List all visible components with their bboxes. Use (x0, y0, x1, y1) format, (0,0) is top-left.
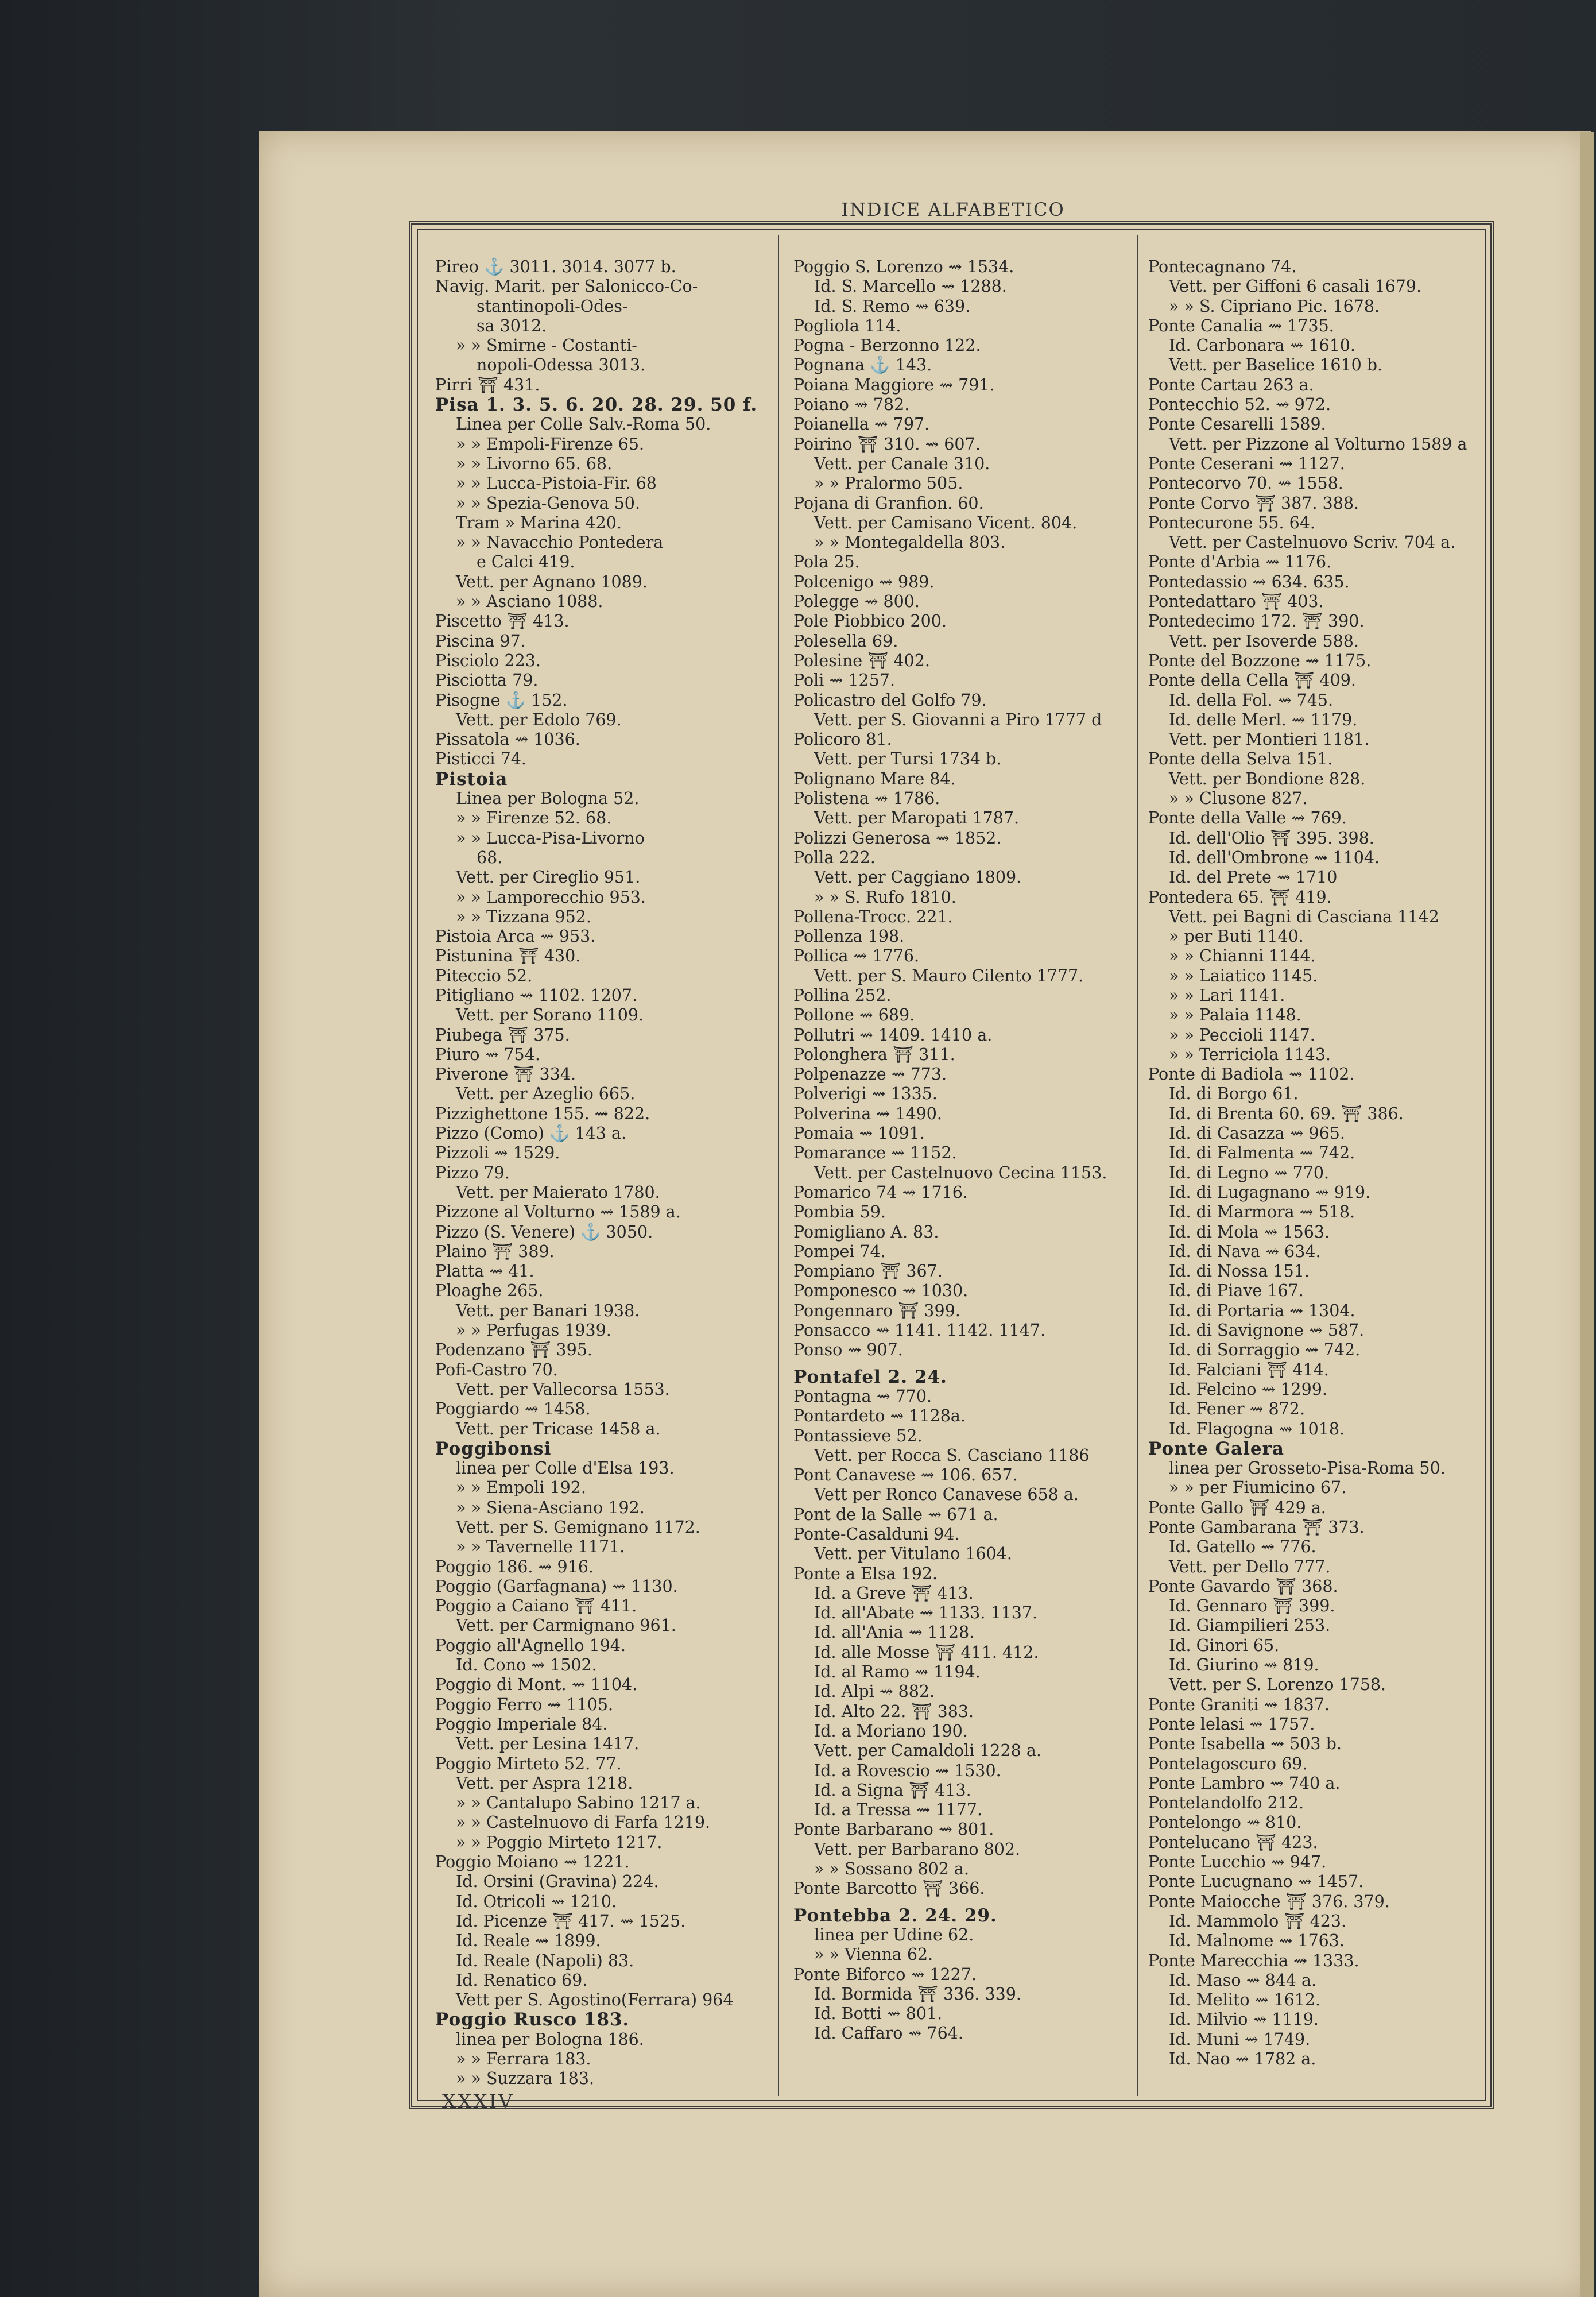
index-entry: Pizzo (S. Venere) ⚓ 3050. (435, 1222, 653, 1242)
index-entry: Pont Canavese ⇝ 106. 657. (793, 1465, 1018, 1485)
index-entry: Polverigi ⇝ 1335. (793, 1084, 938, 1104)
index-entry: Polegge ⇝ 800. (793, 592, 920, 612)
index-entry: Linea per Bologna 52. (456, 789, 640, 809)
index-entry: Pisticci 74. (435, 749, 526, 769)
index-entry: Pomponesco ⇝ 1030. (793, 1281, 969, 1301)
index-entry: Polizzi Generosa ⇝ 1852. (793, 828, 1002, 848)
index-entry: Id. Maso ⇝ 844 a. (1169, 1970, 1317, 1990)
index-entry: Poggio a Caiano ⛩ 411. (435, 1596, 637, 1616)
index-entry: Pissatola ⇝ 1036. (435, 730, 580, 749)
index-entry: Polcenigo ⇝ 989. (793, 572, 935, 591)
index-entry: Pitigliano ⇝ 1102. 1207. (435, 985, 638, 1005)
index-heading: Pistoia (435, 768, 508, 790)
index-entry: Id. Renatico 69. (456, 1970, 588, 1990)
index-entry: Policoro 81. (793, 730, 892, 749)
index-entry: Poggio S. Lorenzo ⇝ 1534. (793, 257, 1014, 276)
index-entry: Vett. per Dello 777. (1169, 1557, 1331, 1576)
index-entry: Pomarance ⇝ 1152. (793, 1143, 957, 1163)
index-entry: Poggiardo ⇝ 1458. (435, 1399, 591, 1419)
index-entry: Pirri ⛩ 431. (435, 375, 540, 395)
index-entry: linea per Udine 62. (814, 1925, 974, 1944)
index-entry: Id. di Mola ⇝ 1563. (1169, 1222, 1330, 1242)
index-entry: » » Cantalupo Sabino 1217 a. (456, 1793, 701, 1813)
index-entry: Vett per Ronco Canavese 658 a. (814, 1485, 1079, 1505)
index-entry: » » S. Rufo 1810. (814, 887, 956, 907)
index-entry: Ponte a Elsa 192. (793, 1564, 938, 1583)
index-entry: Ponsacco ⇝ 1141. 1142. 1147. (793, 1321, 1046, 1340)
index-entry: Id. Cono ⇝ 1502. (456, 1656, 597, 1675)
index-entry: Pognana ⚓ 143. (793, 355, 932, 375)
index-entry: » » Empoli-Firenze 65. (456, 434, 645, 454)
index-entry: Ponte della Selva 151. (1148, 749, 1333, 769)
index-entry: Poggio (Garfagnana) ⇝ 1130. (435, 1576, 678, 1596)
index-entry: » » Suzzara 183. (456, 2069, 595, 2089)
index-entry: Piscetto ⛩ 413. (435, 612, 570, 631)
index-entry: Vett. per Tursi 1734 b. (814, 749, 1002, 769)
index-entry: Id. Milvio ⇝ 1119. (1169, 2010, 1319, 2029)
index-entry: linea per Bologna 186. (456, 2029, 644, 2049)
index-entry: Pomarico 74 ⇝ 1716. (793, 1182, 968, 1202)
index-entry: Ponte Gavardo ⛩ 368. (1148, 1576, 1338, 1596)
index-entry: Id. Alto 22. ⛩ 383. (814, 1702, 974, 1721)
index-entry: Id. del Prete ⇝ 1710 (1169, 868, 1338, 887)
index-entry: » » Lamporecchio 953. (456, 887, 646, 907)
index-entry: Piteccio 52. (435, 966, 533, 985)
index-entry: » » S. Cipriano Pic. 1678. (1169, 296, 1380, 316)
index-entry: 68. (477, 848, 503, 867)
index-entry: » » Pralormo 505. (814, 474, 963, 493)
index-entry: Id. Mammolo ⛩ 423. (1169, 1911, 1347, 1931)
index-entry: Id. S. Marcello ⇝ 1288. (814, 277, 1007, 296)
index-entry: » » Firenze 52. 68. (456, 809, 612, 828)
index-entry: Pongennaro ⛩ 399. (793, 1301, 960, 1320)
index-entry: Id. Ginori 65. (1169, 1635, 1280, 1655)
index-entry: Platta ⇝ 41. (435, 1262, 534, 1281)
index-entry: Pojana di Granfion. 60. (793, 493, 984, 513)
index-heading: Poggio Rusco 183. (435, 2009, 630, 2031)
index-entry: sa 3012. (477, 316, 547, 335)
index-entry: Pontecurone 55. 64. (1148, 513, 1315, 532)
index-entry: Poiana Maggiore ⇝ 791. (793, 375, 995, 395)
index-entry: » » Castelnuovo di Farfa 1219. (456, 1813, 711, 1832)
index-entry: Ponte Canalia ⇝ 1735. (1148, 316, 1334, 335)
index-entry: Pizzighettone 155. ⇝ 822. (435, 1104, 650, 1123)
index-entry: Id. Falciani ⛩ 414. (1169, 1360, 1329, 1379)
index-entry: Pollutri ⇝ 1409. 1410 a. (793, 1025, 993, 1045)
index-entry: Vett. per Isoverde 588. (1169, 631, 1359, 651)
index-entry: Navig. Marit. per Salonicco-Co- (435, 277, 698, 296)
index-entry: Id. Melito ⇝ 1612. (1169, 1990, 1321, 2010)
index-entry: Polistena ⇝ 1786. (793, 789, 940, 809)
index-entry: Piscina 97. (435, 631, 526, 651)
index-entry: Id. Fener ⇝ 872. (1169, 1399, 1306, 1419)
index-entry: Ponte Ceserani ⇝ 1127. (1148, 454, 1345, 473)
index-entry: Pollina 252. (793, 985, 892, 1005)
index-entry: » » Palaia 1148. (1169, 1006, 1301, 1025)
index-entry: » » Tizzana 952. (456, 907, 592, 926)
index-entry: Pontedera 65. ⛩ 419. (1148, 887, 1332, 907)
index-entry: Pisciotta 79. (435, 671, 539, 690)
index-entry: Pomigliano A. 83. (793, 1222, 939, 1242)
index-entry: Id. all'Ania ⇝ 1128. (814, 1623, 975, 1642)
index-entry: Id. alle Mosse ⛩ 411. 412. (814, 1642, 1039, 1662)
index-entry: nopoli-Odessa 3013. (477, 355, 646, 375)
index-entry: » » Chianni 1144. (1169, 946, 1316, 966)
index-entry: Id. Alpi ⇝ 882. (814, 1682, 935, 1702)
index-entry: » per Buti 1140. (1169, 927, 1304, 946)
index-entry: Ponso ⇝ 907. (793, 1340, 903, 1360)
index-entry: Vett. per Giffoni 6 casali 1679. (1169, 277, 1422, 296)
index-entry: Poianella ⇝ 797. (793, 415, 930, 434)
index-entry: Id. a Signa ⛩ 413. (814, 1780, 971, 1800)
index-entry: Id. a Tressa ⇝ 1177. (814, 1800, 983, 1820)
index-entry: Polonghera ⛩ 311. (793, 1045, 955, 1064)
index-entry: Vett. per Maropati 1787. (814, 809, 1020, 828)
index-entry: Pistoia Arca ⇝ 953. (435, 927, 596, 946)
index-entry: Vett. per Banari 1938. (456, 1301, 640, 1320)
index-entry: Id. Giurino ⇝ 819. (1169, 1656, 1319, 1675)
index-entry: Poggio Imperiale 84. (435, 1714, 608, 1734)
index-entry: Ponte lelasi ⇝ 1757. (1148, 1714, 1315, 1734)
index-entry: Id. di Falmenta ⇝ 742. (1169, 1143, 1355, 1163)
index-entry: Vett. per Camaldoli 1228 a. (814, 1741, 1041, 1761)
index-entry: Pole Piobbico 200. (793, 612, 947, 631)
index-entry: Pompei 74. (793, 1242, 886, 1261)
index-entry: » » Lucca-Pisa-Livorno (456, 828, 645, 848)
index-entry: Ponte Biforco ⇝ 1227. (793, 1965, 977, 1984)
index-entry: Piuro ⇝ 754. (435, 1045, 540, 1064)
index-entry: Ponte di Badiola ⇝ 1102. (1148, 1065, 1355, 1084)
index-entry: Pizzone al Volturno ⇝ 1589 a. (435, 1202, 681, 1222)
index-entry: Ponte Lambro ⇝ 740 a. (1148, 1773, 1341, 1793)
index-entry: Piverone ⛩ 334. (435, 1065, 576, 1084)
index-entry: Pollenza 198. (793, 927, 905, 946)
index-entry: Id. Giampilieri 253. (1169, 1616, 1331, 1635)
index-entry: Vett. per Agnano 1089. (456, 572, 648, 591)
column-divider (778, 235, 779, 2096)
index-entry: Poggio Ferro ⇝ 1105. (435, 1695, 614, 1714)
index-entry: Id. Carbonara ⇝ 1610. (1169, 336, 1355, 355)
index-entry: linea per Colle d'Elsa 193. (456, 1459, 675, 1478)
index-entry: Vett. per Maierato 1780. (456, 1182, 660, 1202)
index-entry: Pogliola 114. (793, 316, 901, 335)
index-entry: » » Asciano 1088. (456, 592, 603, 612)
index-entry: Pollica ⇝ 1776. (793, 946, 920, 966)
index-entry: Polverina ⇝ 1490. (793, 1104, 942, 1123)
index-entry: Id. Picenze ⛩ 417. ⇝ 1525. (456, 1911, 686, 1931)
index-entry: Vett. per Edolo 769. (456, 710, 622, 729)
index-entry: Id. dell'Olio ⛩ 395. 398. (1169, 828, 1374, 848)
index-entry: » » Tavernelle 1171. (456, 1537, 625, 1557)
index-entry: Pombia 59. (793, 1202, 886, 1222)
index-entry: Ponte-Casalduni 94. (793, 1525, 960, 1544)
index-entry: Ponte Barcotto ⛩ 366. (793, 1879, 985, 1898)
index-entry: Ponte Barbarano ⇝ 801. (793, 1820, 994, 1839)
index-entry: Pontassieve 52. (793, 1426, 923, 1445)
index-entry: Poggio 186. ⇝ 916. (435, 1557, 594, 1576)
index-entry: Pontedecimo 172. ⛩ 390. (1148, 612, 1365, 631)
page-edge (1580, 132, 1594, 2297)
index-entry: Pireo ⚓ 3011. 3014. 3077 b. (435, 257, 676, 276)
index-entry: Id. di Nossa 151. (1169, 1262, 1310, 1281)
index-entry: » » Clusone 827. (1169, 789, 1308, 809)
index-heading: Pontebba 2. 24. 29. (793, 1905, 997, 1926)
index-heading: Pisa 1. 3. 5. 6. 20. 28. 29. 50 f. (435, 395, 758, 416)
index-entry: Poggio Mirteto 52. 77. (435, 1754, 622, 1773)
index-entry: Id. di Piave 167. (1169, 1281, 1304, 1301)
index-entry: » » Vienna 62. (814, 1945, 933, 1965)
index-heading: Pontafel 2. 24. (793, 1366, 947, 1387)
index-entry: Poiano ⇝ 782. (793, 395, 910, 415)
index-entry: » » Perfugas 1939. (456, 1321, 611, 1340)
index-entry: Pomaia ⇝ 1091. (793, 1124, 925, 1143)
index-entry: Pistunina ⛩ 430. (435, 946, 581, 966)
index-entry: Pompiano ⛩ 367. (793, 1262, 943, 1281)
index-entry: Id. Gatello ⇝ 776. (1169, 1537, 1316, 1557)
index-entry: » » Ferrara 183. (456, 2049, 591, 2069)
index-entry: » » Smirne - Costanti- (456, 336, 637, 355)
index-entry: Vett. per Barbarano 802. (814, 1839, 1021, 1859)
index-heading: Poggibonsi (435, 1438, 552, 1459)
index-entry: linea per Grosseto-Pisa-Roma 50. (1169, 1459, 1446, 1478)
index-entry: Id. della Fol. ⇝ 745. (1169, 690, 1334, 710)
index-entry: Linea per Colle Salv.-Roma 50. (456, 415, 711, 434)
index-entry: Pisogne ⚓ 152. (435, 690, 568, 710)
index-entry: Id. Botti ⇝ 801. (814, 2004, 943, 2024)
index-entry: Id. a Rovescio ⇝ 1530. (814, 1761, 1001, 1780)
index-entry: Id. di Brenta 60. 69. ⛩ 386. (1169, 1104, 1404, 1123)
index-entry: » » Navacchio Pontedera (456, 533, 664, 552)
index-entry: Vett. per Rocca S. Casciano 1186 (814, 1445, 1090, 1465)
index-entry: Vett. pei Bagni di Casciana 1142 (1169, 907, 1439, 926)
index-entry: Polesella 69. (793, 631, 898, 651)
index-entry: Ponte della Valle ⇝ 769. (1148, 809, 1347, 828)
index-entry: Vett. per S. Giovanni a Piro 1777 d (814, 710, 1102, 729)
index-entry: Pogna - Berzonno 122. (793, 336, 981, 355)
index-entry: Id. Caffaro ⇝ 764. (814, 2024, 963, 2043)
index-entry: Id. Malnome ⇝ 1763. (1169, 1931, 1345, 1951)
index-entry: Ponte Lucchio ⇝ 947. (1148, 1853, 1327, 1872)
index-entry: » » Livorno 65. 68. (456, 454, 613, 473)
index-entry: Ploaghe 265. (435, 1281, 544, 1301)
index-entry: Pizzo 79. (435, 1163, 510, 1182)
index-entry: » » Lari 1141. (1169, 985, 1285, 1005)
index-entry: Ponte Marecchia ⇝ 1333. (1148, 1951, 1359, 1970)
index-entry: Ponte Maiocche ⛩ 376. 379. (1148, 1892, 1390, 1911)
index-entry: » » Siena-Asciano 192. (456, 1498, 645, 1517)
index-entry: Ponte Graniti ⇝ 1837. (1148, 1695, 1330, 1714)
index-entry: Ponte Isabella ⇝ 503 b. (1148, 1734, 1342, 1754)
page-number: XXXIV (442, 2090, 514, 2113)
index-entry: Pontelucano ⛩ 423. (1148, 1832, 1318, 1852)
index-entry: » » Peccioli 1147. (1169, 1025, 1315, 1045)
index-entry: Vett. per Canale 310. (814, 454, 990, 473)
index-entry: Id. di Lugagnano ⇝ 919. (1169, 1182, 1371, 1202)
index-entry: » » Empoli 192. (456, 1478, 586, 1498)
index-entry: Id. Felcino ⇝ 1299. (1169, 1379, 1327, 1399)
index-entry: Id. Orsini (Gravina) 224. (456, 1872, 659, 1892)
index-entry: Vett. per Caggiano 1809. (814, 868, 1022, 887)
index-entry: Vett. per S. Gemignano 1172. (456, 1518, 700, 1537)
index-entry: Id. di Nava ⇝ 634. (1169, 1242, 1321, 1261)
index-entry: » » per Fiumicino 67. (1169, 1478, 1347, 1498)
index-entry: Podenzano ⛩ 395. (435, 1340, 592, 1360)
index-entry: Vett. per Azeglio 665. (456, 1084, 636, 1104)
index-entry: Vett. per Cireglio 951. (456, 868, 641, 887)
index-entry: Pontedattaro ⛩ 403. (1148, 592, 1324, 612)
index-entry: Poggio di Mont. ⇝ 1104. (435, 1675, 638, 1695)
index-entry: Id. S. Remo ⇝ 639. (814, 296, 971, 316)
index-entry: Pontecorvo 70. ⇝ 1558. (1148, 474, 1343, 493)
index-entry: Id. Reale (Napoli) 83. (456, 1951, 634, 1970)
index-entry: Id. di Legno ⇝ 770. (1169, 1163, 1330, 1182)
index-entry: » » Poggio Mirteto 1217. (456, 1832, 663, 1852)
index-entry: Ponte Gambarana ⛩ 373. (1148, 1518, 1365, 1537)
running-head: INDICE ALFABETICO (841, 199, 1065, 221)
index-entry: » » Montegaldella 803. (814, 533, 1006, 552)
index-entry: Id. di Borgo 61. (1169, 1084, 1299, 1104)
index-entry: » » Laiatico 1145. (1169, 966, 1318, 985)
index-entry: Piubega ⛩ 375. (435, 1025, 570, 1045)
index-entry: Ponte Gallo ⛩ 429 a. (1148, 1498, 1326, 1517)
index-column-1 (435, 257, 762, 2089)
index-entry: Vett. per Pizzone al Volturno 1589 a (1169, 434, 1467, 454)
index-column-2 (793, 257, 1138, 2072)
index-entry: Id. a Moriano 190. (814, 1721, 968, 1741)
index-entry: Vett. per Baselice 1610 b. (1169, 355, 1383, 375)
index-entry: Ponte Cartau 263 a. (1148, 375, 1314, 395)
index-entry: Id. a Greve ⛩ 413. (814, 1583, 974, 1603)
index-entry: Plaino ⛩ 389. (435, 1242, 555, 1261)
index-entry: Id. al Ramo ⇝ 1194. (814, 1662, 981, 1682)
index-entry: e Calci 419. (477, 552, 575, 572)
index-entry: Poggio all'Agnello 194. (435, 1635, 626, 1655)
index-entry: Vett. per Vallecorsa 1553. (456, 1379, 670, 1399)
index-entry: Pizzo (Como) ⚓ 143 a. (435, 1124, 627, 1143)
index-entry: Pontardeto ⇝ 1128a. (793, 1406, 966, 1426)
index-entry: Id. all'Abate ⇝ 1133. 1137. (814, 1603, 1038, 1623)
index-entry: Pontelongo ⇝ 810. (1148, 1813, 1302, 1832)
index-entry: Vett. per S. Lorenzo 1758. (1169, 1675, 1386, 1695)
index-entry: Pontecagnano 74. (1148, 257, 1297, 276)
index-entry: Pola 25. (793, 552, 860, 572)
index-entry: Tram » Marina 420. (456, 513, 622, 532)
index-entry: Polignano Mare 84. (793, 769, 956, 788)
index-entry: Id. Flagogna ⇝ 1018. (1169, 1419, 1345, 1438)
index-entry: Id. Otricoli ⇝ 1210. (456, 1892, 617, 1911)
index-entry: Vett. per Lesina 1417. (456, 1734, 640, 1754)
index-entry: Poirino ⛩ 310. ⇝ 607. (793, 434, 981, 454)
index-entry: Ponte del Bozzone ⇝ 1175. (1148, 651, 1372, 670)
index-entry: Poggio Moiano ⇝ 1221. (435, 1853, 630, 1872)
index-entry: Ponte Lucugnano ⇝ 1457. (1148, 1872, 1364, 1892)
index-entry: stantinopoli-Odes- (477, 296, 628, 316)
index-entry: Pontelandolfo 212. (1148, 1793, 1304, 1813)
index-entry: Vett. per Vitulano 1604. (814, 1544, 1012, 1564)
index-entry: Id. di Marmora ⇝ 518. (1169, 1202, 1355, 1222)
index-entry: Polla 222. (793, 848, 876, 867)
index-entry: » » Terriciola 1143. (1169, 1045, 1331, 1064)
index-entry: Poli ⇝ 1257. (793, 671, 895, 690)
index-entry: Id. delle Merl. ⇝ 1179. (1169, 710, 1358, 729)
index-entry: Pollone ⇝ 689. (793, 1006, 915, 1025)
index-entry: Id. di Portaria ⇝ 1304. (1169, 1301, 1355, 1320)
index-entry: Id. Muni ⇝ 1749. (1169, 2029, 1311, 2049)
index-entry: Vett. per Montieri 1181. (1169, 730, 1370, 749)
index-entry: Vett. per Camisano Vicent. 804. (814, 513, 1078, 532)
index-entry: Vett. per Castelnuovo Scriv. 704 a. (1169, 533, 1456, 552)
index-entry: Policastro del Golfo 79. (793, 690, 987, 710)
index-entry: Ponte Cesarelli 1589. (1148, 415, 1326, 434)
index-entry: Id. Nao ⇝ 1782 a. (1169, 2049, 1316, 2069)
index-entry: Ponte della Cella ⛩ 409. (1148, 671, 1356, 690)
index-entry: Id. di Savignone ⇝ 587. (1169, 1321, 1365, 1340)
index-entry: Pontelagoscuro 69. (1148, 1754, 1308, 1773)
index-entry: Id. Bormida ⛩ 336. 339. (814, 1984, 1021, 2004)
index-column-3 (1148, 257, 1483, 2072)
index-entry: Vett. per Castelnuovo Cecina 1153. (814, 1163, 1107, 1182)
index-entry: Vett. per Bondione 828. (1169, 769, 1366, 788)
index-entry: Id. Gennaro ⛩ 399. (1169, 1596, 1335, 1616)
index-entry: » » Sossano 802 a. (814, 1859, 969, 1879)
index-entry: Pollena-Trocc. 221. (793, 907, 953, 926)
index-entry: Ponte d'Arbia ⇝ 1176. (1148, 552, 1332, 572)
index-entry: Pontecchio 52. ⇝ 972. (1148, 395, 1331, 415)
index-heading: Ponte Galera (1148, 1438, 1285, 1459)
index-entry: Id. Reale ⇝ 1899. (456, 1931, 601, 1951)
index-entry: Vett. per Tricase 1458 a. (456, 1419, 661, 1438)
index-entry: Ponte Corvo ⛩ 387. 388. (1148, 493, 1359, 513)
index-entry: Vett. per Sorano 1109. (456, 1006, 644, 1025)
index-entry: Pont de la Salle ⇝ 671 a. (793, 1505, 998, 1524)
index-entry: Vett per S. Agostino(Ferrara) 964 (456, 1990, 734, 2010)
index-entry: Id. di Sorraggio ⇝ 742. (1169, 1340, 1361, 1360)
index-entry: Pizzoli ⇝ 1529. (435, 1143, 560, 1163)
index-entry: Id. di Casazza ⇝ 965. (1169, 1124, 1345, 1143)
index-entry: Vett. per Carmignano 961. (456, 1616, 676, 1635)
index-entry: Pisciolo 223. (435, 651, 541, 670)
index-entry: Pontedassio ⇝ 634. 635. (1148, 572, 1350, 591)
index-entry: Polpenazze ⇝ 773. (793, 1065, 947, 1084)
index-entry: Polesine ⛩ 402. (793, 651, 930, 670)
index-entry: Pofi-Castro 70. (435, 1360, 558, 1379)
index-entry: Pontagna ⇝ 770. (793, 1386, 932, 1406)
index-entry: Vett. per Aspra 1218. (456, 1773, 633, 1793)
index-entry: » » Spezia-Genova 50. (456, 493, 641, 513)
index-entry: Vett. per S. Mauro Cilento 1777. (814, 966, 1084, 985)
index-entry: Id. dell'Ombrone ⇝ 1104. (1169, 848, 1380, 867)
index-entry: » » Lucca-Pistoia-Fir. 68 (456, 474, 657, 493)
